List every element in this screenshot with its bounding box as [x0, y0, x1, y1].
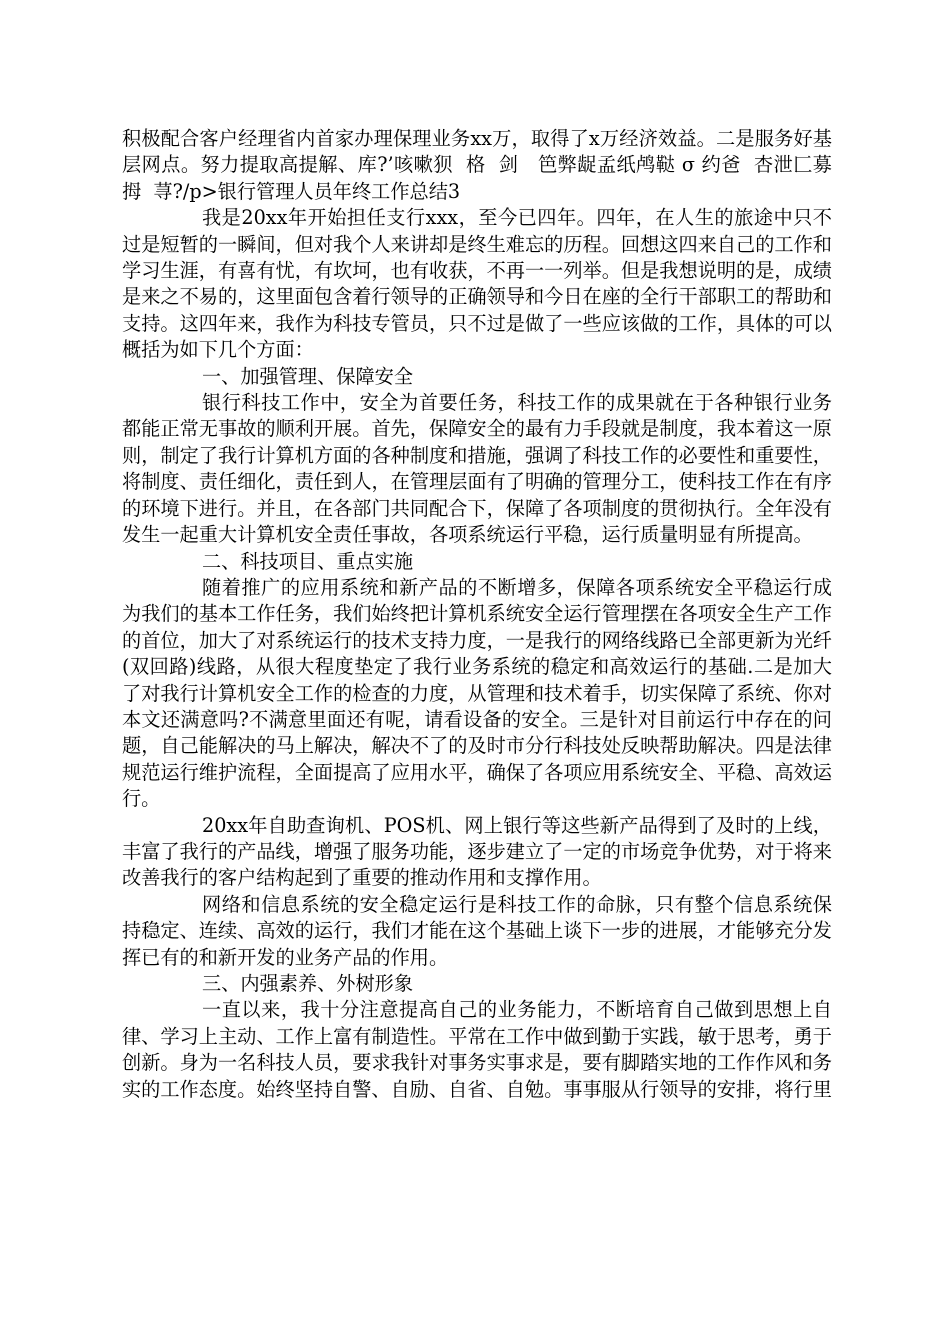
document-page	[122, 126, 845, 1103]
paragraph: 银行科技工作中，安全为首要任务，科技工作的成果就在于各种银行业务都能正常无事故的顺利开展。首先，保障安全的最有力手段就是制度，我本着这一原则，制定了我行计算机方面的各种制度和措施，强调了科技工作的必要性和重要性，将制度、责任细化，责任到人，在管理层面有了明确的管理分工，使科技工作在有序的环境下进行。并且，在各部门共同配合下，保障了各项制度的贯彻执行。全年没有发生一起重大计算机安全责任事故，各项系统运行平稳，运行质量明显有所提高。	[122, 391, 832, 547]
section-heading: 三、内强素养、外树形象	[202, 972, 414, 995]
paragraph: 随着推广的应用系统和新产品的不断增多，保障各项系统安全平稳运行成为我们的基本工作任务，我们始终把计算机系统安全运行管理摆在各项安全生产工作的首位，加大了对系统运行的技术支持力度，一是我行的网络线路已全部更新为光纤(双回路)线路，从很大程度垫定了我行业务系统的稳定和高效运行的基础.二是加大了对我行计算机安全工作的检查的力度，从管理和技术着手，切实保障了系统、你对本文还满意吗?不满意里面还有呢，请看设备的安全。三是针对目前运行中存在的问题，自己能解决的马上解决，解决不了的及时市分行科技处反映帮助解决。四是法律规范运行维护流程，全面提高了应用水平，确保了各项应用系统安全、平稳、高效运行。	[122, 575, 832, 811]
section-heading: 一、加强管理、保障安全	[202, 364, 414, 388]
paragraph: 网络和信息系统的安全稳定运行是科技工作的命脉，只有整个信息系统保持稳定、连续、高效的运行，我们才能在这个基础上谈下一步的进展，才能够充分发挥已有的和新开发的业务产品的作用。	[122, 892, 832, 969]
section-heading: 二、科技项目、重点实施	[202, 549, 414, 573]
paragraph: 积极配合客户经理省内首家办理保理业务xx万，取得了x万经济效益。二是服务好基层网点。努力提取高提解、库?’咳嗽狈 格 剑 笆弊龊孟纸鸬鞑 σ 约爸 杏泄匚募 拇 荨?/p>银行管理人员年终工作总结3	[122, 127, 845, 203]
paragraph: 20xx年自助查询机、POS机、网上银行等这些新产品得到了及时的上线，丰富了我行的产品线，增强了服务功能，逐步建立了一定的市场竞争优势，对于将来改善我行的客户结构起到了重要的推动作用和支撑作用。	[122, 813, 832, 890]
paragraph: 我是20xx年开始担任支行xxx，至今已四年。四年，在人生的旅途中只不过是短暂的一瞬间，但对我个人来讲却是终生难忘的历程。回想这四来自己的工作和学习生涯，有喜有忧，有坎坷，也有收获，不再一一列举。但是我想说明的是，成绩是来之不易的，这里面包含着行领导的正确领导和今日在座的全行干部职工的帮助和支持。这四年来，我作为科技专管员，只不过是做了一些应该做的工作，具体的可以概括为如下几个方面：	[122, 206, 832, 362]
paragraph: 一直以来，我十分注意提高自己的业务能力，不断培育自己做到思想上自律、学习上主动、工作上富有制造性。平常在工作中做到勤于实践，敏于思考，勇于创新。身为一名科技人员，要求我针对事务实事求是，要有脚踏实地的工作作风和务实的工作态度。始终坚持自警、自励、自省、自勉。事事服从行领导的安排，将行里	[122, 998, 832, 1101]
